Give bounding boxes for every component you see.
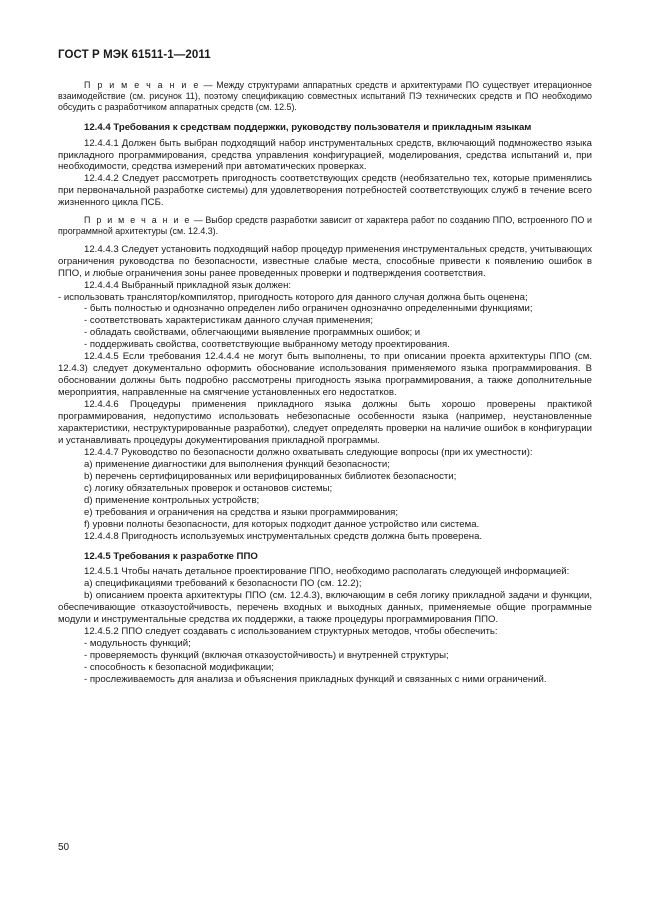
list-item: - способность к безопасной модификации; <box>84 662 274 674</box>
list-item: - проверяемость функций (включая отказоустойчивость) и внутренней структуры; <box>84 650 449 662</box>
paragraph-12-4-5-2: 12.4.5.2 ППО следует создавать с использованием структурных методов, чтобы обеспечить: <box>84 626 498 638</box>
list-item: - соответствовать характеристикам данного случая применения; <box>84 315 373 327</box>
list-item: - поддерживать свойства, соответствующие выбранному методу проектирования. <box>84 339 450 351</box>
paragraph-12-4-4-2: 12.4.4.2 Следует рассмотреть пригодность соответствующих средств (необязательно тех, которые применялись при первоначальной разработке системы) для удовлетворения потребностей соответствующих служб в течение всего жизненного цикла ПСБ. <box>58 173 592 209</box>
list-item: - использовать транслятор/компилятор, пригодность которого для данного случая должна быть оценена; <box>58 291 528 303</box>
paragraph-12-4-4-7: 12.4.4.7 Руководство по безопасности должно охватывать следующие вопросы (при их уместности): <box>84 446 533 458</box>
document-header: ГОСТ Р МЭК 61511-1—2011 <box>58 49 211 61</box>
list-item: f) уровни полноты безопасности, для которых подходит данное устройство или система. <box>84 518 480 530</box>
paragraph-12-4-5-1: 12.4.5.1 Чтобы начать детальное проектирование ППО, необходимо располагать следующей информацией: <box>84 566 570 578</box>
note-label: П р и м е ч а н и е <box>84 215 191 226</box>
list-item: - обладать свойствами, облегчающими выявление программных ошибок; и <box>84 327 421 339</box>
paragraph-12-4-4-8: 12.4.4.8 Пригодность используемых инструментальных средств должна быть проверена. <box>84 530 483 542</box>
list-item: - прослеживаемость для анализа и объяснения прикладных функций и связанных с ними ограничений. <box>84 674 547 686</box>
list-item: a) спецификациями требований к безопасности ПО (см. 12.2); <box>84 578 362 590</box>
section-heading-12-4-5: 12.4.5 Требования к разработке ППО <box>84 550 258 562</box>
paragraph-12-4-4-3: 12.4.4.3 Следует установить подходящий набор процедур применения инструментальных средств, учитывающих ограничения руководства по безопасности, известные слабые места, способные привести к появлению ошибок в ППО, и любые ограничения зоны ранее проведенных проверки и подтверждения соответствия. <box>58 243 592 279</box>
paragraph-12-4-4-5: 12.4.4.5 Если требования 12.4.4.4 не могут быть выполнены, то при описании проекта архитектуры ППО (см. 12.4.3) следует документально оформить обоснование использования применяемого языка программирования. В обосновании должны быть подробно рассмотрены пригодность языка программирования, а также дополнительные мероприятия, направленные на смягчение установленных его недостатков. <box>58 351 592 399</box>
note-2 <box>58 215 592 237</box>
note-text: — Между структурами аппаратных средств и архитектурами ПО существует итерационное взаимодействие (см. рисунок 11), поэтому спецификацию совместных испытаний ПЭ технических средств и ПО необходимо обсудить с разработчиком аппаратных средств (см. 12.5). <box>58 80 592 113</box>
note-label: П р и м е ч а н и е <box>84 80 200 90</box>
note-1 <box>58 80 592 114</box>
list-item: b) описанием проекта архитектуры ППО (см. 12.4.3), включающим в себя логику прикладной задачи и функции, обеспечивающие отказоустойчивость, перечень входных и выходных данных, применяемые общие программные модули и инструментальные средства их поддержки, а также процедуры программирования ППО. <box>58 590 592 626</box>
paragraph-12-4-4-6: 12.4.4.6 Процедуры применения прикладного языка должны быть хорошо проверены практикой программирования, недопустимо использовать небезопасные особенности языка (например, неустановленные характеристики, неструктурированные разработки), следует определять проверки на наличие ошибок в конфигурации и устанавливать процедуры документирования прикладной программы. <box>58 399 592 446</box>
document-body <box>58 80 592 686</box>
list-item: b) перечень сертифицированных или верифицированных библиотек безопасности; <box>84 470 457 482</box>
paragraph-12-4-4-4: 12.4.4.4 Выбранный прикладной язык должен: <box>84 279 292 291</box>
page-number: 50 <box>58 842 70 853</box>
list-item: a) применение диагностики для выполнения функций безопасности; <box>84 458 390 470</box>
list-item: d) применение контрольных устройств; <box>84 494 260 506</box>
note-text: — Выбор средств разработки зависит от характера работ по созданию ППО, встроенного ПО и программной архитектуры (см. 12.4.3). <box>58 215 592 237</box>
list-item: c) логику обязательных проверок и остановов системы; <box>84 482 333 494</box>
list-item: - модульность функций; <box>84 638 191 650</box>
list-item: - быть полностью и однозначно определен либо ограничен однозначно определенными функциями; <box>84 303 533 315</box>
list-item: e) требования и ограничения на средства и языки программирования; <box>84 506 399 518</box>
paragraph-12-4-4-1: 12.4.4.1 Должен быть выбран подходящий набор инструментальных средств, включающий подмножество языка прикладного программирования, средства управления конфигурацией, моделирования, средства испытаний и, при необходимости, средства измерений при автоматических проверках. <box>58 137 592 173</box>
section-heading-12-4-4: 12.4.4 Требования к средствам поддержки, руководству пользователя и прикладным языкам <box>84 121 532 133</box>
